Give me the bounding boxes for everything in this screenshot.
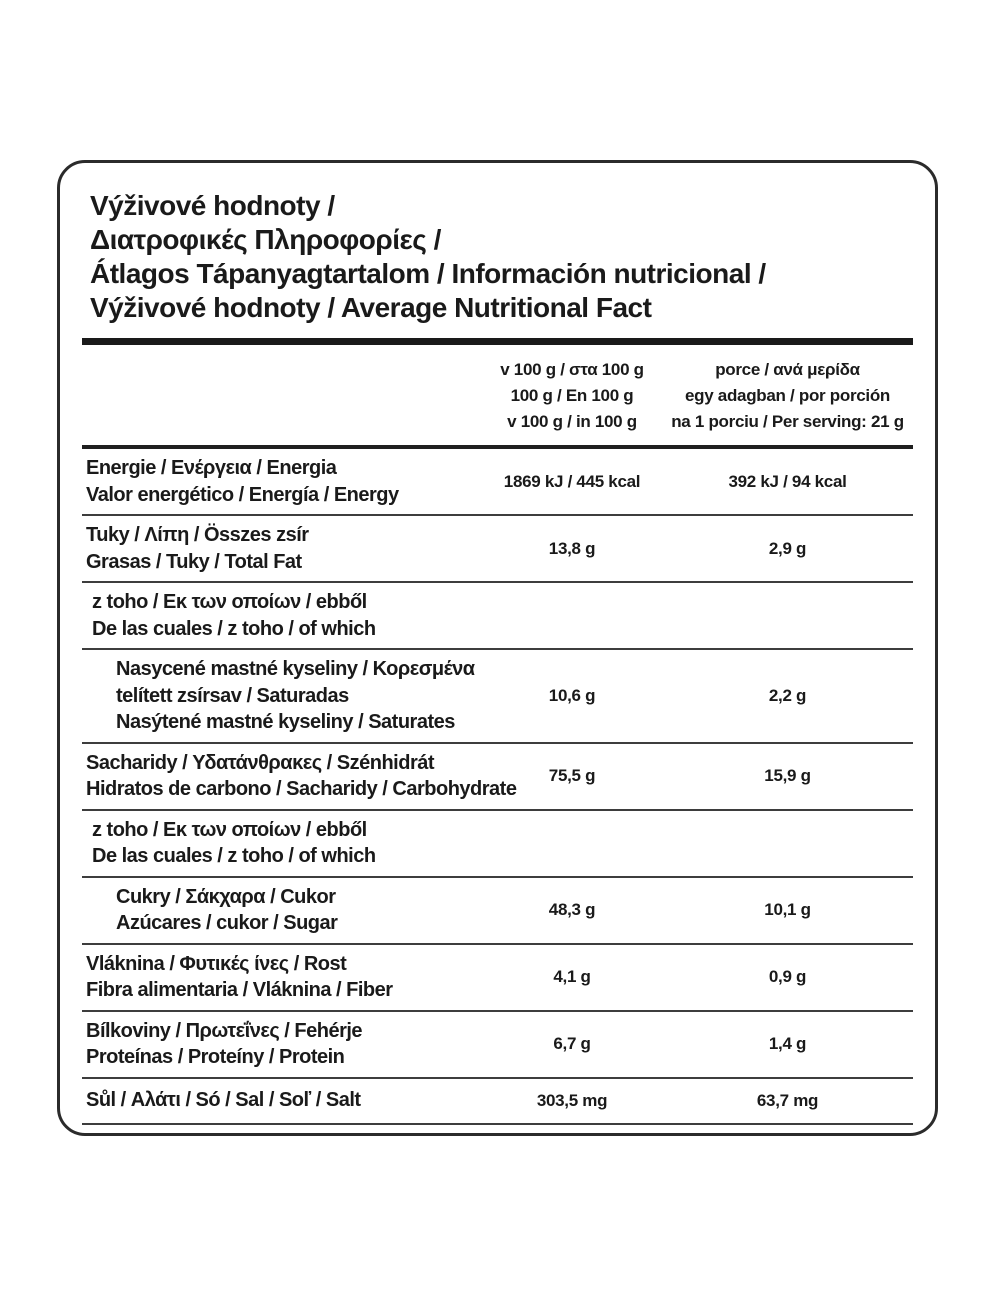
per-100g-header-line-3: v 100 g / in 100 g [507, 412, 637, 431]
nutrition-label-panel [57, 160, 938, 1136]
nutrient-label: Vláknina / Φυτικές ίνες / Rost Fibra alimentaria / Vláknina / Fiber [86, 952, 393, 1001]
title-line-2: Διατροφικές Πληροφορίες / [90, 224, 441, 255]
per-100g-value: 4,1 g [553, 967, 591, 986]
title-line-3: Átlagos Tápanyagtartalom / Información nutricional / [90, 258, 766, 289]
nutrient-label: Energie / Ενέργεια / Energia Valor energético / Energía / Energy [86, 457, 399, 506]
title-line-1: Výživové hodnoty / [90, 190, 335, 221]
column-header-row [82, 345, 913, 449]
per-serving-value: 2,2 g [768, 685, 807, 705]
per-serving-value: 15,9 g [764, 766, 811, 785]
per-serving-value: 0,9 g [768, 967, 807, 986]
table-row-salt [82, 1079, 913, 1125]
table-row-carbohydrate [82, 744, 913, 811]
per-serving-header-line-1: porce / ανά μερίδα [715, 360, 860, 379]
table-row-fiber [82, 945, 913, 1012]
nutrient-label: Sůl / Αλάτι / Só / Sal / Soľ / Salt [86, 1089, 361, 1112]
table-row-energy [82, 449, 913, 516]
title-divider-bar [82, 338, 913, 345]
table-row-protein [82, 1012, 913, 1079]
per-serving-value: 10,1 g [764, 900, 811, 919]
per-100g-value: 6,7 g [553, 1034, 591, 1053]
nutrient-label: Bílkoviny / Πρωτεΐνες / Fehérje Proteínas / Proteíny / Protein [86, 1019, 363, 1068]
per-serving-header-line-2: egy adagban / por porción [684, 386, 891, 405]
per-100g-value: 303,5 mg [536, 1090, 608, 1110]
nutrient-label: Nasycené mastné kyseliny / Κορεσμένα telített zsírsav / Saturadas Nasýtené mastné kyseliny / Saturates [116, 658, 475, 733]
per-serving-header-line-3: na 1 porciu / Per serving: 21 g [671, 412, 904, 431]
per-100g-value: 13,8 g [548, 538, 596, 558]
table-row-of-which-carb [82, 811, 913, 878]
nutrient-label: Tuky / Λίπη / Összes zsír Grasas / Tuky / Total Fat [86, 524, 309, 573]
per-100g-value: 75,5 g [548, 766, 596, 785]
nutrient-label: Cukry / Σάκχαρα / Cukor Azúcares / cukor / Sugar [116, 885, 338, 934]
per-serving-value: 2,9 g [768, 538, 807, 558]
per-100g-column-header [482, 357, 662, 435]
per-100g-header-line-1: v 100 g / στα 100 g [500, 360, 644, 379]
per-100g-value: 10,6 g [548, 685, 596, 705]
table-row-sugar [82, 878, 913, 945]
nutrient-label: z toho / Εκ των οποίων / ebből De las cuales / z toho / of which [92, 591, 376, 640]
nutrient-label: Sacharidy / Υδατάνθρακες / Szénhidrát Hidratos de carbono / Sacharidy / Carbohydrate [86, 751, 517, 800]
table-row-saturates [82, 650, 913, 744]
label-title [82, 189, 913, 325]
per-serving-column-header [662, 357, 913, 435]
nutrient-label: z toho / Εκ των οποίων / ebből De las cuales / z toho / of which [92, 818, 376, 867]
table-row-fat [82, 516, 913, 583]
per-serving-value: 392 kJ / 94 kcal [728, 471, 847, 491]
per-100g-header-line-2: 100 g / En 100 g [510, 386, 634, 405]
title-line-4: Výživové hodnoty / Average Nutritional Fact [90, 292, 652, 323]
per-100g-value: 1869 kJ / 445 kcal [503, 471, 641, 491]
table-row-of-which-fat [82, 583, 913, 650]
per-serving-value: 63,7 mg [756, 1090, 819, 1110]
per-100g-value: 48,3 g [548, 900, 596, 919]
per-serving-value: 1,4 g [768, 1034, 807, 1053]
